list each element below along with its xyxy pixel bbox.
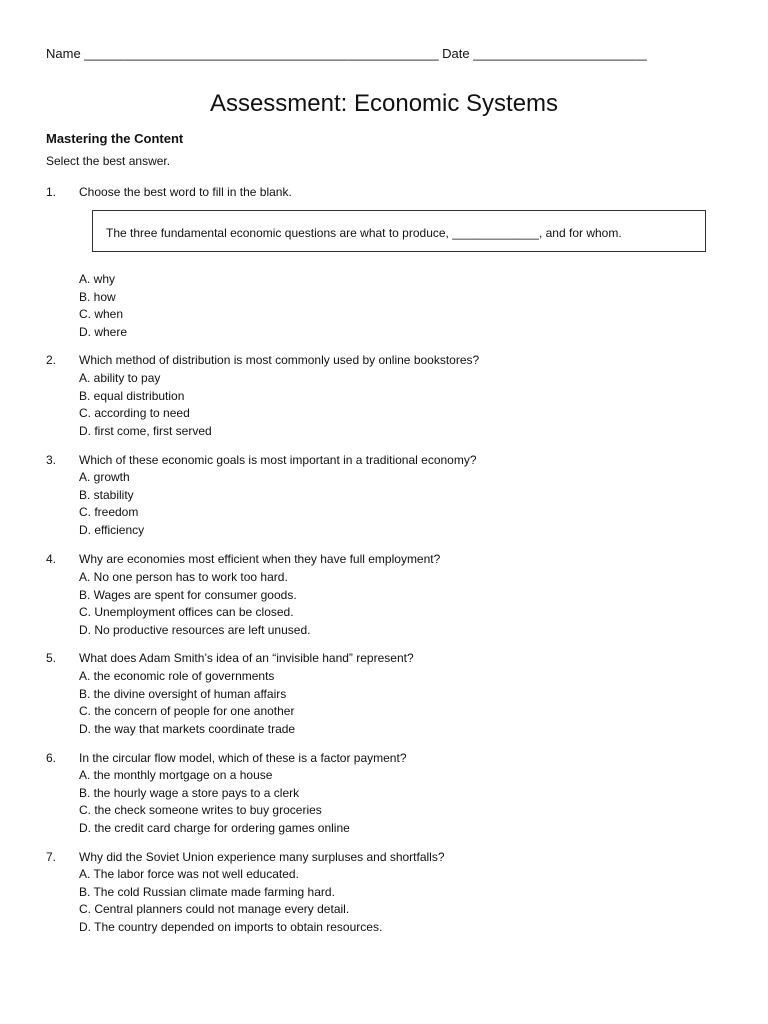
question-text: Choose the best word to fill in the blank. <box>79 185 292 199</box>
question-number: 7. <box>46 850 57 864</box>
answer-choice[interactable]: B. how <box>79 289 116 304</box>
page-title: Assessment: Economic Systems <box>209 90 559 117</box>
answer-choices <box>79 370 212 440</box>
question-text: Why are economies most efficient when they have full employment? <box>79 552 441 566</box>
answer-choices <box>79 668 295 738</box>
question-text: Why did the Soviet Union experience many surpluses and shortfalls? <box>79 850 445 864</box>
answer-choice[interactable]: C. freedom <box>79 505 139 519</box>
answer-choice[interactable]: C. Unemployment offices can be closed. <box>79 605 294 619</box>
fill-in-blank-box <box>92 210 706 252</box>
answer-choice[interactable]: D. the way that markets coordinate trade <box>79 721 296 736</box>
answer-choice[interactable]: C. the concern of people for one another <box>79 704 295 718</box>
name-date-line: Name _________________________________________________ Date ________________________ <box>46 46 647 61</box>
answer-choice[interactable]: B. stability <box>79 487 134 502</box>
answer-choice[interactable]: D. first come, first served <box>79 423 212 438</box>
answer-choices <box>79 569 310 639</box>
question-number: 4. <box>46 552 57 566</box>
answer-choice[interactable]: D. efficiency <box>79 522 145 537</box>
answer-choice[interactable]: D. the credit card charge for ordering games online <box>79 820 350 835</box>
question-number: 2. <box>46 353 57 367</box>
answer-choice[interactable]: B. equal distribution <box>79 388 185 403</box>
answer-choice[interactable]: A. No one person has to work too hard. <box>79 570 288 584</box>
answer-choice[interactable]: C. Central planners could not manage every detail. <box>79 902 350 916</box>
answer-choice[interactable]: C. when <box>79 307 124 321</box>
answer-choices <box>79 866 382 936</box>
answer-choice[interactable]: A. ability to pay <box>79 371 161 385</box>
question-number: 3. <box>46 453 57 467</box>
answer-choice[interactable]: A. growth <box>79 470 130 484</box>
question-text: Which of these economic goals is most important in a traditional economy? <box>79 453 477 467</box>
question-text: Which method of distribution is most commonly used by online bookstores? <box>79 353 480 367</box>
answer-choice[interactable]: A. the economic role of governments <box>79 669 275 683</box>
answer-choice[interactable]: A. why <box>79 272 116 286</box>
answer-choice[interactable]: B. Wages are spent for consumer goods. <box>79 587 297 602</box>
answer-choice[interactable]: B. the hourly wage a store pays to a clerk <box>79 785 300 800</box>
question-number: 1. <box>46 185 57 199</box>
answer-choices <box>79 767 350 837</box>
answer-choice[interactable]: A. The labor force was not well educated. <box>79 867 299 881</box>
answer-choices <box>79 469 144 539</box>
answer-choice[interactable]: D. No productive resources are left unused. <box>79 622 311 637</box>
question-text: In the circular flow model, which of these is a factor payment? <box>79 751 407 765</box>
answer-choices <box>79 271 127 341</box>
section-heading: Mastering the Content <box>46 131 184 146</box>
answer-choice[interactable]: B. the divine oversight of human affairs <box>79 686 287 701</box>
question-number: 6. <box>46 751 57 765</box>
question-text: What does Adam Smith’s idea of an “invisible hand” represent? <box>79 651 414 665</box>
answer-choice[interactable]: B. The cold Russian climate made farming hard. <box>79 884 335 899</box>
answer-choice[interactable]: A. the monthly mortgage on a house <box>79 768 273 782</box>
answer-choice[interactable]: C. the check someone writes to buy groceries <box>79 803 322 817</box>
fill-in-blank-text: The three fundamental economic questions are what to produce, _____________, and for whom. <box>106 226 622 240</box>
answer-choice[interactable]: D. The country depended on imports to obtain resources. <box>79 919 383 934</box>
instructions-text: Select the best answer. <box>46 154 171 168</box>
answer-choice[interactable]: D. where <box>79 324 128 339</box>
answer-choice[interactable]: C. according to need <box>79 406 190 420</box>
question-number: 5. <box>46 651 57 665</box>
